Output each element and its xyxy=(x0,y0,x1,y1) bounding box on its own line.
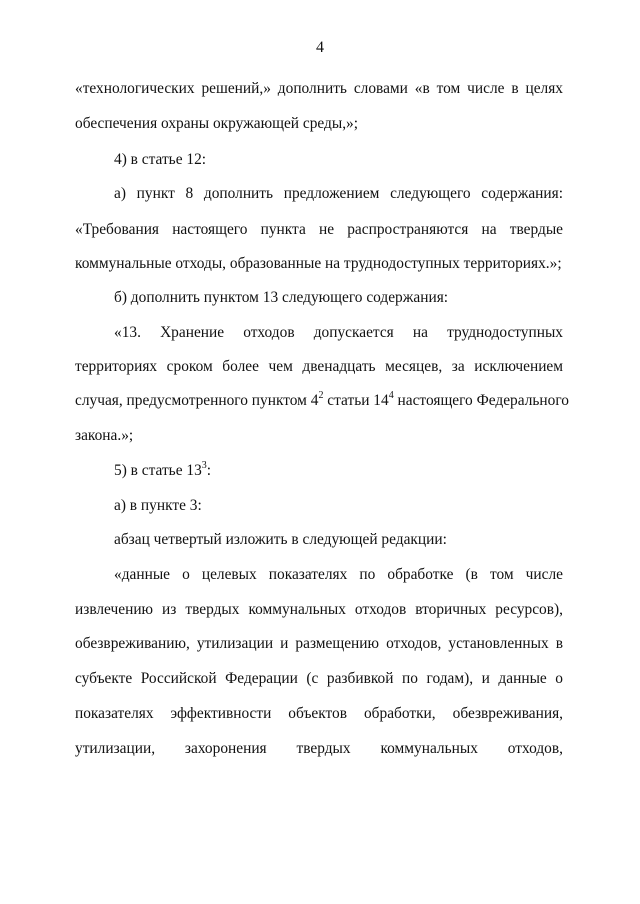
text-line: «данные о целевых показателях по обработке (в том числе xyxy=(114,566,563,583)
page-number: 4 xyxy=(316,39,324,56)
text-line: субъекте Российской Федерации (с разбивкой по годам), и данные о xyxy=(75,670,563,687)
text-line: 4) в статье 12: xyxy=(114,151,207,168)
superscript: 2 xyxy=(318,389,324,401)
text-line: а) в пункте 3: xyxy=(114,497,202,514)
text-line: коммунальные отходы, образованные на труднодоступных территориях.»; xyxy=(75,255,562,272)
superscript: 4 xyxy=(388,389,394,401)
text-line: «технологических решений,» дополнить словами «в том числе в целях xyxy=(75,80,563,97)
text-line: извлечению из твердых коммунальных отходов вторичных ресурсов), xyxy=(75,601,563,618)
text-fragment: : xyxy=(206,462,212,479)
text-line: утилизации, захоронения твердых коммунальных отходов, xyxy=(75,740,563,757)
text-fragment: случая, предусмотренного пунктом 4 xyxy=(75,392,319,409)
text-line xyxy=(75,389,569,411)
text-line: абзац четвертый изложить в следующей редакции: xyxy=(114,531,447,548)
text-line xyxy=(114,461,563,481)
text-line: а) пункт 8 дополнить предложением следующего содержания: xyxy=(114,185,563,202)
text-line: «13. Хранение отходов допускается на труднодоступных xyxy=(114,324,563,341)
text-line: показателях эффективности объектов обработки, обезвреживания, xyxy=(75,705,563,722)
text-line: обезвреживанию, утилизации и размещению отходов, установленных в xyxy=(75,635,563,652)
text-line: «Требования настоящего пункта не распространяются на твердые xyxy=(75,221,563,238)
superscript: 3 xyxy=(201,459,207,471)
text-fragment: настоящего Федерального xyxy=(393,392,569,409)
text-fragment: статьи 14 xyxy=(323,392,389,409)
text-line: закона.»; xyxy=(75,427,134,444)
text-line: территориях сроком более чем двенадцать месяцев, за исключением xyxy=(75,358,563,375)
text-line: б) дополнить пунктом 13 следующего содержания: xyxy=(114,289,449,306)
text-line: обеспечения охраны окружающей среды,»; xyxy=(75,115,359,132)
text-fragment: 5) в статье 13 xyxy=(114,462,202,479)
